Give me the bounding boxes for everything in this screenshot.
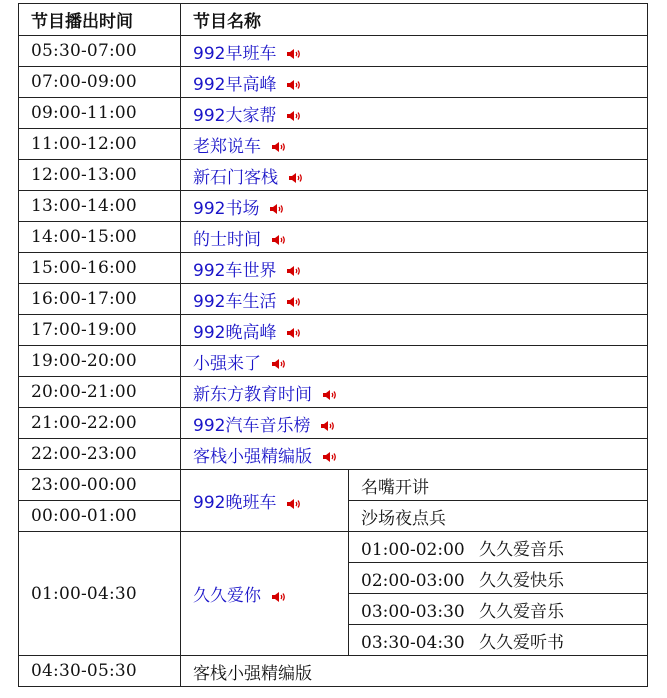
row-program: [181, 222, 648, 253]
row-time: 04:30-05:30: [19, 656, 181, 687]
segment-name: 久久爱听书: [479, 632, 564, 653]
speaker-icon[interactable]: [271, 234, 287, 246]
segment-name: 名嘴开讲: [349, 470, 648, 501]
program-link[interactable]: 992晚高峰: [193, 322, 277, 343]
table-row: [19, 284, 648, 315]
row-time: 22:00-23:00: [19, 439, 181, 470]
row-time: 15:00-16:00: [19, 253, 181, 284]
table-row: [19, 377, 648, 408]
program-link[interactable]: 老郑说车: [193, 136, 261, 157]
program-link[interactable]: 小强来了: [193, 353, 261, 374]
table-row: [19, 408, 648, 439]
speaker-icon[interactable]: [322, 451, 338, 463]
header-time: 节目播出时间: [19, 4, 181, 36]
row-time: 11:00-12:00: [19, 129, 181, 160]
segment-time: 03:00-03:30: [361, 601, 465, 622]
program-link[interactable]: 992车世界: [193, 260, 277, 281]
row-time: 23:00-00:00: [19, 470, 181, 501]
row-time: 12:00-13:00: [19, 160, 181, 191]
program-link[interactable]: 992车生活: [193, 291, 277, 312]
table-row: [19, 98, 648, 129]
speaker-icon[interactable]: [271, 358, 287, 370]
row-program: [181, 98, 648, 129]
segment-cell: [349, 625, 648, 656]
speaker-icon[interactable]: [286, 498, 302, 510]
table-row: [19, 532, 648, 563]
table-row: [19, 315, 648, 346]
row-program: [181, 191, 648, 222]
table-row: [19, 470, 648, 501]
row-time: 09:00-11:00: [19, 98, 181, 129]
program-link[interactable]: 新东方教育时间: [193, 384, 312, 405]
table-row: [19, 160, 648, 191]
segment-name: 久久爱快乐: [479, 570, 564, 591]
row-program: [181, 532, 349, 656]
program-link[interactable]: 992晚班车: [193, 493, 277, 513]
row-program: [181, 36, 648, 67]
row-program: [181, 253, 648, 284]
row-program: [181, 408, 648, 439]
row-time: 17:00-19:00: [19, 315, 181, 346]
row-program: [181, 284, 648, 315]
speaker-icon[interactable]: [271, 591, 287, 603]
row-time: 01:00-04:30: [19, 532, 181, 656]
row-program: [181, 129, 648, 160]
segment-cell: [349, 532, 648, 563]
speaker-icon[interactable]: [320, 420, 336, 432]
row-time: 19:00-20:00: [19, 346, 181, 377]
speaker-icon[interactable]: [288, 172, 304, 184]
speaker-icon[interactable]: [286, 327, 302, 339]
header-name: 节目名称: [181, 4, 648, 36]
program-link[interactable]: 992早班车: [193, 43, 277, 64]
program-link[interactable]: 久久爱你: [193, 586, 261, 606]
program-link[interactable]: 992书场: [193, 198, 260, 219]
row-time: 00:00-01:00: [19, 501, 181, 532]
speaker-icon[interactable]: [286, 79, 302, 91]
table-row: [19, 191, 648, 222]
program-link[interactable]: 新石门客栈: [193, 167, 278, 188]
table-row: [19, 222, 648, 253]
speaker-icon[interactable]: [322, 389, 338, 401]
row-time: 16:00-17:00: [19, 284, 181, 315]
segment-time: 01:00-02:00: [361, 539, 465, 560]
header-row: [19, 4, 648, 36]
row-time: 14:00-15:00: [19, 222, 181, 253]
table-row: [19, 253, 648, 284]
segment-name: 久久爱音乐: [479, 539, 564, 560]
row-program: [181, 160, 648, 191]
table-row: [19, 129, 648, 160]
row-time: 07:00-09:00: [19, 67, 181, 98]
speaker-icon[interactable]: [286, 110, 302, 122]
segment-name: 沙场夜点兵: [349, 501, 648, 532]
program-link[interactable]: 992早高峰: [193, 74, 277, 95]
row-time: 20:00-21:00: [19, 377, 181, 408]
row-time: 21:00-22:00: [19, 408, 181, 439]
segment-time: 02:00-03:00: [361, 570, 465, 591]
segment-cell: [349, 594, 648, 625]
speaker-icon[interactable]: [271, 141, 287, 153]
row-time: 13:00-14:00: [19, 191, 181, 222]
table-row: [19, 439, 648, 470]
program-link[interactable]: 的士时间: [193, 229, 261, 250]
segment-cell: [349, 563, 648, 594]
row-program: [181, 439, 648, 470]
table-row: [19, 656, 648, 687]
segment-time: 03:30-04:30: [361, 632, 465, 653]
row-program: [181, 470, 349, 532]
row-program: [181, 315, 648, 346]
speaker-icon[interactable]: [286, 265, 302, 277]
speaker-icon[interactable]: [286, 48, 302, 60]
program-schedule-table: [18, 3, 648, 687]
program-link[interactable]: 992大家帮: [193, 105, 277, 126]
table-row: [19, 67, 648, 98]
row-program: [181, 346, 648, 377]
row-program: [181, 67, 648, 98]
segment-name: 久久爱音乐: [479, 601, 564, 622]
speaker-icon[interactable]: [269, 203, 285, 215]
row-program: [181, 377, 648, 408]
speaker-icon[interactable]: [286, 296, 302, 308]
row-program: 客栈小强精编版: [181, 656, 648, 687]
table-row: [19, 346, 648, 377]
program-link[interactable]: 客栈小强精编版: [193, 446, 312, 467]
program-link[interactable]: 992汽车音乐榜: [193, 415, 311, 436]
table-row: [19, 36, 648, 67]
row-time: 05:30-07:00: [19, 36, 181, 67]
